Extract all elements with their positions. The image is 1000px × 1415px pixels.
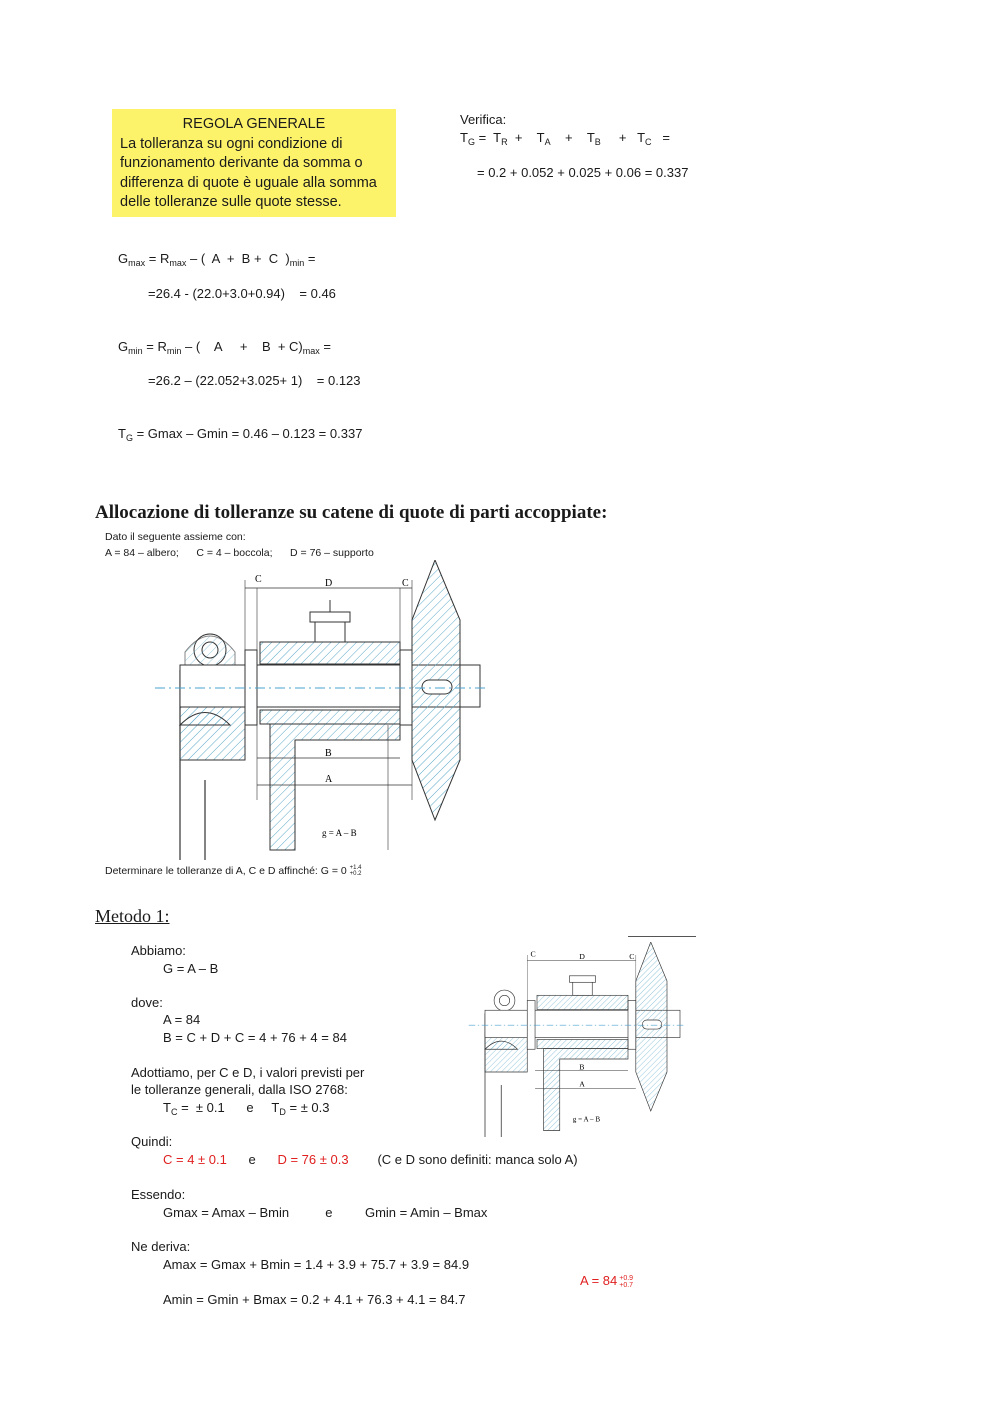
a-upper: +0.9 [619,1274,634,1282]
d-value: D = 76 ± 0.3 [277,1152,349,1167]
dove: dove: [131,995,163,1010]
dim-b: B [325,748,332,759]
ne-deriva: Ne deriva: [131,1239,191,1254]
verifica-formula: $T_G = T_R$ + $T_A$ + $T_B$ + $T_C$ = [460,130,670,147]
a-result-text: A = 84 [580,1273,618,1288]
small-dim-c-right: C [629,951,635,961]
essendo-line [163,1205,487,1220]
a-eq: A = 84 [163,1012,201,1027]
small-dim-d: D [579,951,585,961]
b-eq: B = C + D + C = 4 + 76 + 4 = 84 [163,1030,347,1045]
c-value: C = 4 ± 0.1 [163,1152,227,1167]
small-dim-b: B [579,1062,585,1072]
e-word-2: e [325,1205,333,1220]
section-heading: Allocazione di tolleranze su catene di quote di parti accoppiate: [95,502,608,523]
adottiamo-2: le tolleranze generali, dalla ISO 2768: [131,1082,348,1097]
divider [628,936,696,937]
essendo: Essendo: [131,1187,186,1202]
gmin-calc: =26.2 – (22.052+3.025+ 1) = 0.123 [148,373,361,388]
dim-g: g = A – B [322,828,357,838]
rule-line: funzionamento derivante da somma o [120,155,363,171]
e-word: e [248,1152,256,1167]
g-eq: G = A – B [163,961,219,976]
gmax-formula: $G_{max} = R_{max}$ – ( A + B + C )$_{min}$ = [118,251,316,268]
dim-d: D [325,578,333,589]
small-dim-a: A [579,1079,585,1089]
gmin-formula: $G_{min} = R_{min}$ – ( A + $B + C)_{max}$ = [118,339,331,356]
rule-title: REGOLA GENERALE [182,116,326,132]
quindi-line [163,1152,578,1167]
gmax-calc: =26.4 - (22.0+3.0+0.94) = 0.46 [148,286,336,301]
g-upper: +1.4 [349,865,362,872]
assembly-drawing-small [452,942,700,1137]
abbiamo: Abbiamo: [131,943,186,958]
a-result [580,1273,633,1289]
rule-line: differenza di quote è uguale alla somma [120,174,377,191]
rule-box [112,109,396,217]
a-lower: +0.7 [619,1281,634,1289]
gmin-def: Gmin = Amin – Bmax [364,1205,488,1220]
small-dim-c-left: C [530,949,536,959]
gmax-def: Gmax = Amax – Bmin [163,1205,290,1220]
dim-a: A [325,774,333,785]
amin-line: Amin = Gmin + Bmax = 0.2 + 4.1 + 76.3 + 4.1 = 84.7 [163,1292,466,1307]
amax-line: Amax = Gmax + Bmin = 1.4 + 3.9 + 75.7 + 3.9 = 84.9 [163,1257,470,1272]
cd-note: (C e D sono definiti: manca solo A) [377,1152,578,1167]
verifica-result: = 0.2 + 0.052 + 0.025 + 0.06 = 0.337 [477,165,689,180]
assembly-drawing [150,560,490,860]
rule-line: La tolleranza su ogni condizione di [120,135,343,152]
quindi: Quindi: [131,1134,173,1149]
rule-line: delle tolleranze sulle quote stesse. [120,194,342,210]
g-lower: +0.2 [349,871,362,878]
metodo-title: Metodo 1: [95,906,170,926]
tg-line: $T_G = Gmax - Gmin = 0.46 - 0.123 = 0.337$ [118,426,363,443]
small-dim-g: g = A – B [572,1115,601,1124]
assembly-parts: A = 84 – albero; C = 4 – boccola; D = 76 – supporto [105,547,374,559]
tolerance-values: $T_C$ = ± 0.1 e $T_D$ = ± 0.3 [163,1100,330,1117]
verifica-label: Verifica: [460,112,507,127]
determine-line [105,865,362,877]
determine-text: Determinare le tolleranze di A, C e D affinché: G = 0 [105,865,347,877]
dim-c-left: C [255,574,262,585]
tg-line-text: = Gmax – Gmin = 0.46 – 0.123 = 0.337 [132,426,363,441]
adottiamo-1: Adottiamo, per C e D, i valori previsti per [131,1065,365,1080]
assembly-intro: Dato il seguente assieme con: [105,531,246,543]
dim-c-right: C [402,578,409,589]
